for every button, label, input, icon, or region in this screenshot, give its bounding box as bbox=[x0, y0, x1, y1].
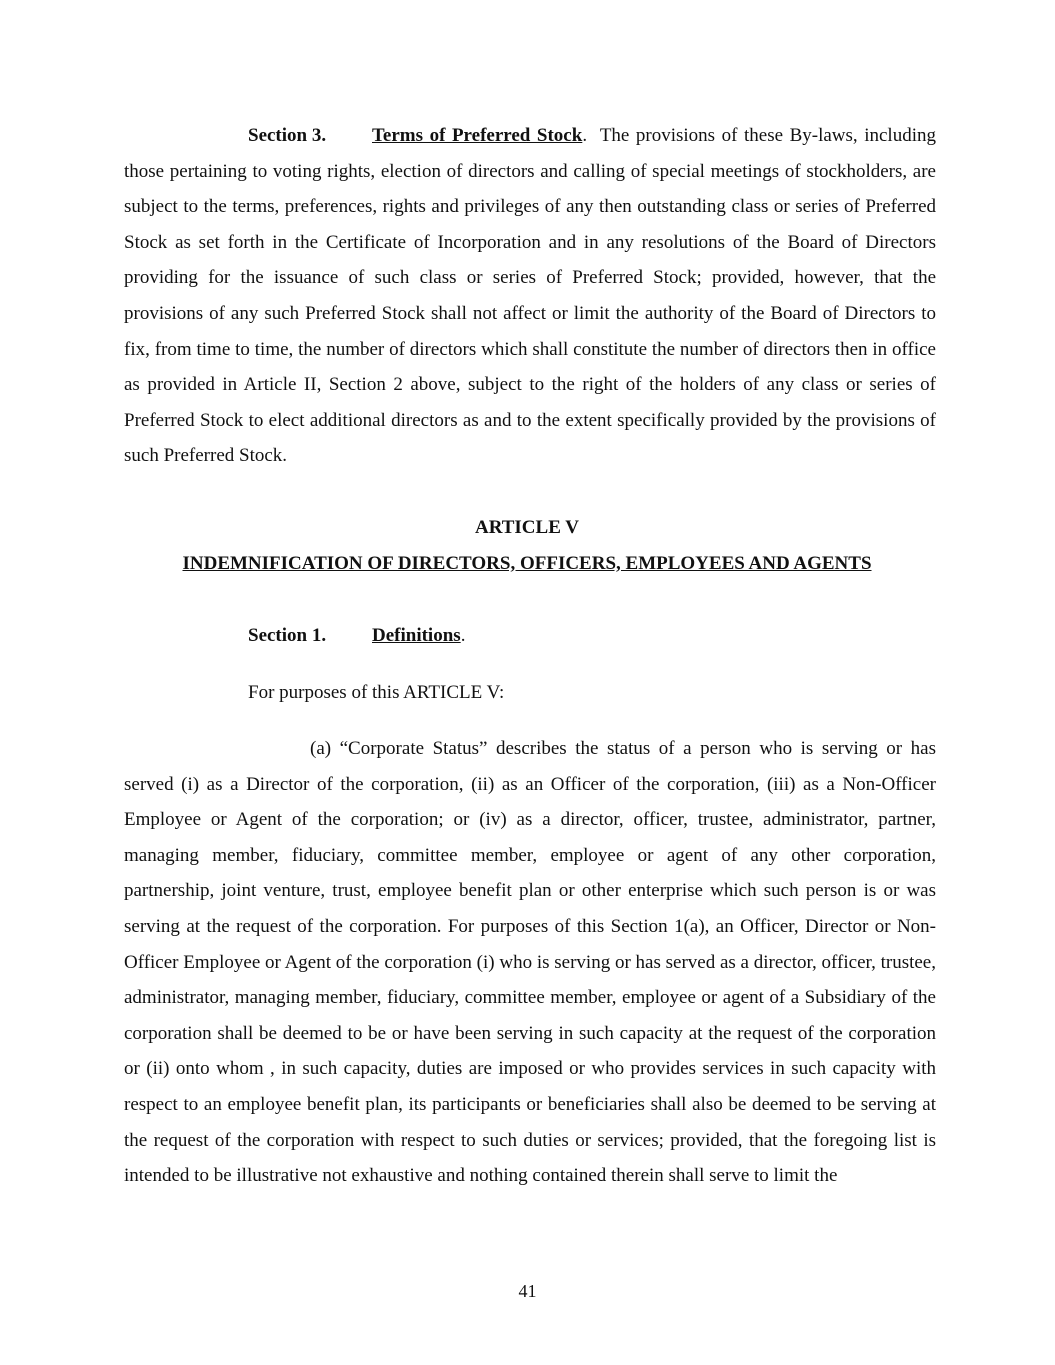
clause-a-paragraph: (a) “Corporate Status” describes the status of a person who is serving or has served (i) as a Director of the corporation, (ii) as an Officer of the corporation, (iii) as a Non-Officer Employee or Agent of the corporation; or (iv) as a director, officer, trustee, administrator, partner, managing member, fiduciary, committee member, employee or agent of any other corporation, partnership, joint venture, trust, employee benefit plan or other enterprise which such person is or was serving at the request of the corporation. For purposes of this Section 1(a), an Officer, Director or Non-Officer Employee or Agent of the corporation (i) who is serving or has served as a director, officer, trustee, administrator, managing member, fiduciary, committee member, employee or agent of a Subsidiary of the corporation shall be deemed to be or have been serving in such capacity at the request of the corporation or (ii) onto whom , in such capacity, duties are imposed or who provides services in such capacity with respect to an employee benefit plan, its participants or beneficiaries shall also be deemed to be serving at the request of the corporation with respect to such duties or services; provided, that the foregoing list is intended to be illustrative not exhaustive and nothing contained therein shall serve to limit the bbox=[124, 738, 936, 1187]
article-heading: ARTICLE V bbox=[474, 517, 580, 538]
section-3-body: The provisions of these By-laws, including those pertaining to voting rights, election of directors and calling of special meetings of stockholders, are subject to the terms, preferences, rights and privileges of any then outstanding class or series of Preferred Stock as set forth in the Certificate of Incorporation and in any resolutions of the Board of Directors providing for the issuance of such class or series of Preferred Stock; provided, however, that the provisions of any such Preferred Stock shall not affect or limit the authority of the Board of Directors to fix, from time to time, the number of directors which shall constitute the number of directors then in office as provided in Article II, Section 2 above, subject to the right of the holders of any class or series of Preferred Stock to elect additional directors as and to the extent specifically provided by the provisions of such Preferred Stock. bbox=[124, 125, 941, 467]
section-3-title-period: . bbox=[582, 125, 588, 146]
section-1-label: Section 1. bbox=[248, 625, 327, 646]
section-1-title-period: . bbox=[460, 625, 466, 646]
section-3-label: Section 3. bbox=[248, 125, 327, 146]
page-number: 41 bbox=[518, 1281, 537, 1301]
section-1-title: Definitions bbox=[372, 625, 461, 646]
article-subheading: INDEMNIFICATION OF DIRECTORS, OFFICERS, EMPLOYEES AND AGENTS bbox=[182, 553, 872, 574]
section-1-heading bbox=[124, 618, 936, 654]
section-3-title: Terms of Preferred Stock bbox=[372, 125, 583, 146]
section-3-paragraph bbox=[124, 118, 941, 474]
section-1-intro: For purposes of this ARTICLE V: bbox=[248, 682, 505, 703]
